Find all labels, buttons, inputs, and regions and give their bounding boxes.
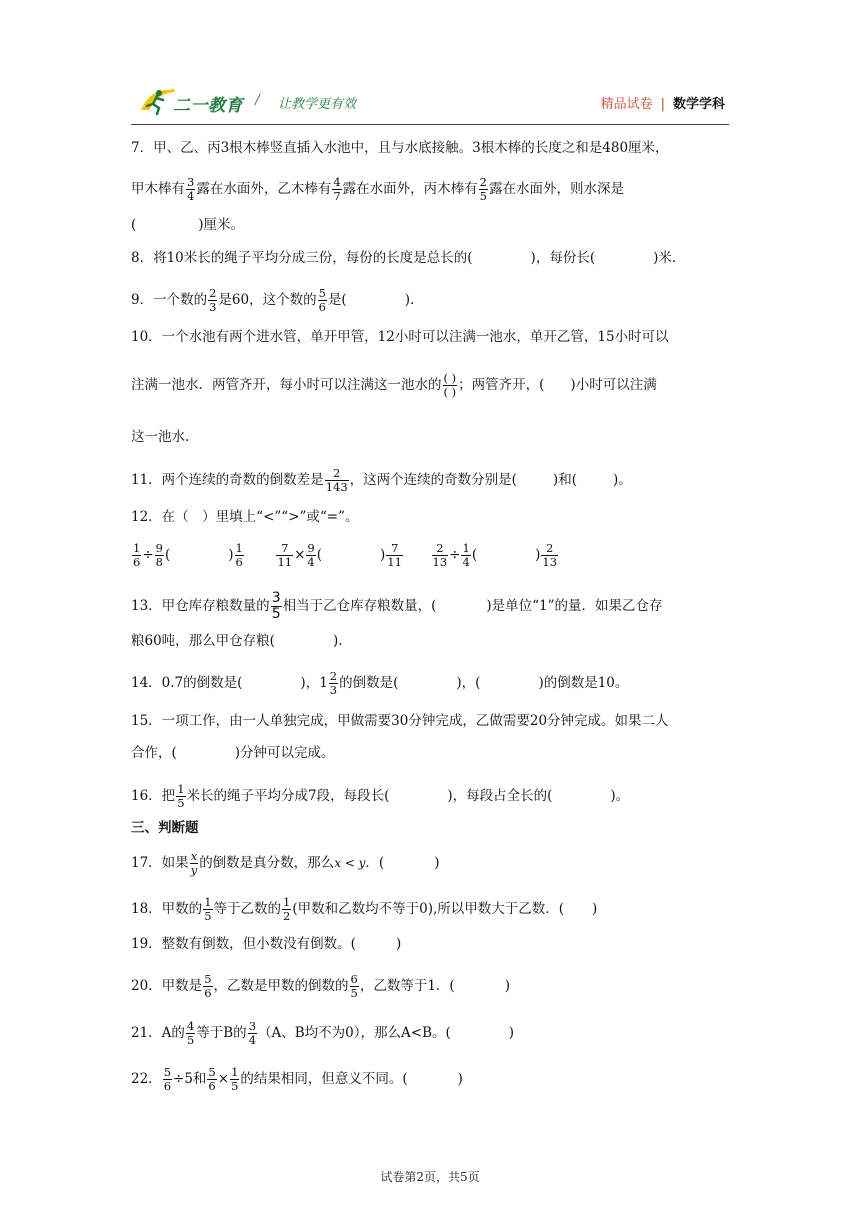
- fraction: [190, 850, 199, 877]
- numerator: 2: [325, 467, 349, 481]
- numerator: 2: [432, 542, 449, 556]
- numerator: 1: [283, 895, 291, 909]
- denominator: 6: [318, 300, 326, 314]
- fraction: [276, 542, 293, 569]
- fraction: [248, 1020, 257, 1047]
- numerator: 9: [155, 541, 163, 555]
- q21-text: （A、B均不为0），那么A<B。(: [258, 1025, 451, 1041]
- q9-text: ).: [404, 292, 415, 308]
- numerator: ( ): [443, 371, 457, 385]
- brand-slogan: 让教学更有效: [278, 97, 357, 112]
- q7-text: (: [131, 217, 137, 233]
- q14-text: 14．0.7的倒数是(: [131, 675, 243, 691]
- fraction: [443, 372, 458, 399]
- numerator: 2: [209, 286, 217, 300]
- q9-text: 是(: [327, 292, 347, 308]
- q20-text: 20．甲数是: [131, 978, 203, 994]
- denominator: 5: [271, 606, 281, 622]
- numerator: 5: [204, 972, 212, 986]
- q17-text: ): [434, 855, 440, 871]
- numerator: 6: [350, 972, 358, 986]
- fraction: [208, 287, 217, 314]
- q10-text: ；两管齐开，(: [458, 377, 545, 393]
- numerator: 1: [235, 541, 243, 555]
- numerator: 7: [386, 542, 403, 556]
- fraction: [329, 670, 338, 697]
- q13-text: ).: [332, 633, 343, 649]
- q20-text: ，乙数等于1．(: [359, 978, 455, 994]
- denominator: 4: [462, 555, 470, 569]
- fraction: [230, 1066, 239, 1093]
- q16-text: 米长的绳子平均分成7段，每段长(: [186, 788, 390, 804]
- q12-title: 12．在（ ）里填上“<”“>”或“=”。: [131, 509, 359, 525]
- fraction: [306, 542, 315, 569]
- numerator: 3: [248, 1019, 257, 1033]
- q21-text: 21．A的: [131, 1025, 185, 1041]
- operator: ×: [294, 547, 306, 563]
- denominator: 6: [235, 555, 243, 569]
- numerator: 7: [276, 542, 293, 556]
- q18-text: (甲数和乙数均不等于0),所以甲数大于乙数．(: [292, 901, 565, 917]
- q16: [131, 783, 629, 810]
- q7-text: )厘米。: [198, 217, 245, 233]
- q16-text: )，每段占全长的(: [447, 788, 553, 804]
- q20: [131, 973, 510, 1000]
- denominator: 8: [155, 555, 163, 569]
- q13-line2: [131, 631, 343, 651]
- q22-text: 22．: [131, 1071, 162, 1087]
- paren: ): [535, 547, 541, 563]
- numerator: 1: [133, 541, 141, 555]
- numerator: 4: [186, 1019, 195, 1033]
- numerator: 1: [204, 895, 212, 909]
- denominator: 6: [208, 1079, 216, 1093]
- denominator: y: [190, 863, 198, 877]
- numerator: x: [190, 849, 198, 863]
- q17-text: 的倒数是真分数，那么: [199, 855, 335, 871]
- q21-text: 等于B的: [196, 1025, 247, 1041]
- q13-text: 粮60吨，那么甲仓存粮(: [131, 633, 275, 649]
- fraction: [155, 542, 164, 569]
- fraction: [461, 542, 470, 569]
- q15-text: )分钟可以完成。: [234, 745, 335, 761]
- q21-text: ): [508, 1025, 515, 1041]
- fraction: [132, 542, 141, 569]
- denominator: 7: [333, 189, 341, 203]
- q10-line1: 10．一个水池有两个进水管，单开甲管，12小时可以注满一池水，单开乙管，15小时可以: [131, 329, 669, 345]
- brand-name: 二一教育: [173, 96, 243, 116]
- denominator: 11: [277, 555, 293, 569]
- numerator: 3: [271, 590, 281, 606]
- q17: [131, 850, 439, 877]
- numerator: 5: [208, 1065, 216, 1079]
- q9-text: 是60，这个数的: [218, 292, 317, 308]
- denominator: 2: [283, 909, 291, 923]
- q13-line1: [131, 591, 663, 622]
- fraction: [203, 896, 212, 923]
- denominator: 5: [350, 986, 358, 1000]
- q21: [131, 1020, 514, 1047]
- operator: ÷: [449, 547, 461, 563]
- numerator: 1: [231, 1065, 239, 1079]
- denominator: 4: [307, 555, 315, 569]
- q8-text: )，每份长(: [530, 250, 596, 266]
- numerator: 5: [163, 1065, 172, 1079]
- q12-expressions: [131, 542, 559, 569]
- denominator: 13: [542, 555, 558, 569]
- denominator: 4: [248, 1033, 257, 1047]
- q7-line3: [131, 215, 244, 235]
- q11: [131, 467, 632, 494]
- numerator: 1: [462, 541, 470, 555]
- denominator: 13: [432, 555, 448, 569]
- q20-text: ，乙数是甲数的倒数的: [213, 978, 349, 994]
- header-subject-label: 数学学科: [672, 97, 725, 112]
- fraction: [271, 591, 282, 622]
- q19: [131, 934, 401, 954]
- q17-text: 17．如果: [131, 855, 189, 871]
- q15-line2: [131, 743, 335, 763]
- fraction: [235, 542, 244, 569]
- q7-line2: [131, 176, 624, 203]
- paren: ): [228, 547, 234, 563]
- q20-text: ): [504, 978, 510, 994]
- q10-text: )小时可以注满: [570, 377, 657, 393]
- q22-text: 的结果相同，但意义不同。(: [240, 1071, 408, 1087]
- denominator: 3: [329, 683, 338, 697]
- q7-text: 露在水面外，则水深是: [488, 181, 624, 197]
- q11-text: 11．两个连续的奇数的倒数差是: [131, 472, 324, 488]
- numerator: 2: [329, 669, 338, 683]
- fraction: [318, 287, 327, 314]
- denominator: 6: [133, 555, 141, 569]
- header-divider: [131, 124, 729, 125]
- runner-logo-icon: [137, 84, 177, 116]
- denominator: ( ): [443, 385, 457, 399]
- q9-text: 9．一个数的: [131, 292, 208, 308]
- q11-text: ，这两个连续的奇数分别是(: [349, 472, 517, 488]
- header-separator: |: [660, 97, 665, 112]
- header-slash: /: [255, 92, 260, 108]
- q18-text: 18．甲数的: [131, 901, 203, 917]
- q8-text: )米.: [653, 250, 677, 266]
- fraction: [203, 973, 212, 1000]
- q13-text: 相当于乙仓库存粮数量，(: [282, 598, 437, 614]
- section-heading: 三、判断题: [131, 820, 199, 836]
- fraction: [386, 542, 403, 569]
- q22-text: ÷5和: [173, 1071, 207, 1087]
- q8: [131, 248, 676, 268]
- fraction: [350, 973, 359, 1000]
- q22: [131, 1066, 463, 1093]
- q12-expr-1: [131, 541, 245, 569]
- denominator: 3: [209, 300, 217, 314]
- fraction: [207, 1066, 216, 1093]
- denominator: 4: [187, 189, 195, 203]
- fraction: [186, 1020, 195, 1047]
- fraction: [432, 542, 449, 569]
- q18-text: ): [592, 901, 598, 917]
- q11-text: )和(: [552, 472, 577, 488]
- q10-line3: 这一池水.: [131, 429, 190, 445]
- q22-text: ): [457, 1071, 463, 1087]
- fraction: [163, 1066, 172, 1093]
- q16-text: )。: [610, 788, 630, 804]
- q10-line2: [131, 372, 657, 399]
- numerator: 4: [333, 175, 341, 189]
- fraction: [332, 176, 341, 203]
- q14: [131, 670, 628, 697]
- numerator: 3: [187, 175, 195, 189]
- header-tag: 精品试卷: [600, 97, 653, 112]
- q12-expr-2: [275, 541, 403, 569]
- q7-text: 甲木棒有: [131, 181, 185, 197]
- denominator: 5: [204, 909, 212, 923]
- paren: ): [380, 547, 386, 563]
- numerator: 2: [541, 542, 558, 556]
- q11-text: )。: [612, 472, 632, 488]
- q18: [131, 896, 597, 923]
- q8-text: 8．将10米长的绳子平均分成三份，每份的长度是总长的(: [131, 250, 473, 266]
- q18-text: 等于乙数的: [213, 901, 282, 917]
- q7-text: 露在水面外，丙木棒有: [342, 181, 478, 197]
- fraction: [541, 542, 558, 569]
- q10-text: 注满一池水．两管齐开，每小时可以注满这一池水的: [131, 377, 442, 393]
- numerator: 5: [318, 286, 326, 300]
- page-header: [131, 82, 729, 122]
- numerator: 9: [307, 541, 315, 555]
- denominator: 5: [231, 1079, 239, 1093]
- paren: (: [164, 547, 171, 563]
- fraction: [479, 176, 488, 203]
- q9: [131, 287, 414, 314]
- q19-text: 19．整数有倒数，但小数没有倒数。(: [131, 936, 356, 952]
- denominator: 143: [325, 480, 348, 494]
- q13-text: 13．甲仓库存粮数量的: [131, 598, 270, 614]
- q14-text: 的倒数是(: [339, 675, 399, 691]
- q16-text: 16．把: [131, 788, 176, 804]
- q12-expr-3: [431, 541, 559, 569]
- denominator: 6: [204, 986, 212, 1000]
- inequality: x < y: [334, 856, 366, 870]
- paren: (: [316, 547, 323, 563]
- numerator: 1: [177, 782, 185, 796]
- q19-text: ): [395, 936, 402, 952]
- operator: ×: [217, 1071, 230, 1087]
- paren: (: [471, 547, 478, 563]
- q14-text: )的倒数是10。: [538, 675, 629, 691]
- denominator: 11: [387, 555, 402, 569]
- q14-text: )，(: [456, 675, 481, 691]
- operator: ÷: [142, 547, 154, 563]
- q14-text: )，1: [300, 675, 328, 691]
- q13-text: )是单位“1”的量．如果乙仓存: [486, 598, 663, 614]
- denominator: 5: [479, 189, 487, 203]
- q17-text: ．(: [365, 855, 385, 871]
- fraction: [186, 176, 195, 203]
- q15-line1: 15．一项工作，由一人单独完成，甲做需要30分钟完成，乙做需要20分钟完成。如果二人: [131, 713, 669, 729]
- denominator: 6: [163, 1079, 172, 1093]
- numerator: 2: [479, 175, 487, 189]
- page-footer: 试卷第2页，共5页: [380, 1170, 480, 1184]
- denominator: 5: [186, 1033, 195, 1047]
- q7-text: 露在水面外，乙木棒有: [196, 181, 332, 197]
- fraction: [282, 896, 291, 923]
- header-subject: [601, 93, 725, 112]
- q15-text: 合作，(: [131, 745, 177, 761]
- q7-line1: 7．甲、乙、丙3根木棒竖直插入水池中，且与水底接触。3根木棒的长度之和是480厘米，: [131, 140, 669, 156]
- fraction: [176, 783, 185, 810]
- denominator: 5: [177, 796, 185, 810]
- fraction: [325, 467, 349, 494]
